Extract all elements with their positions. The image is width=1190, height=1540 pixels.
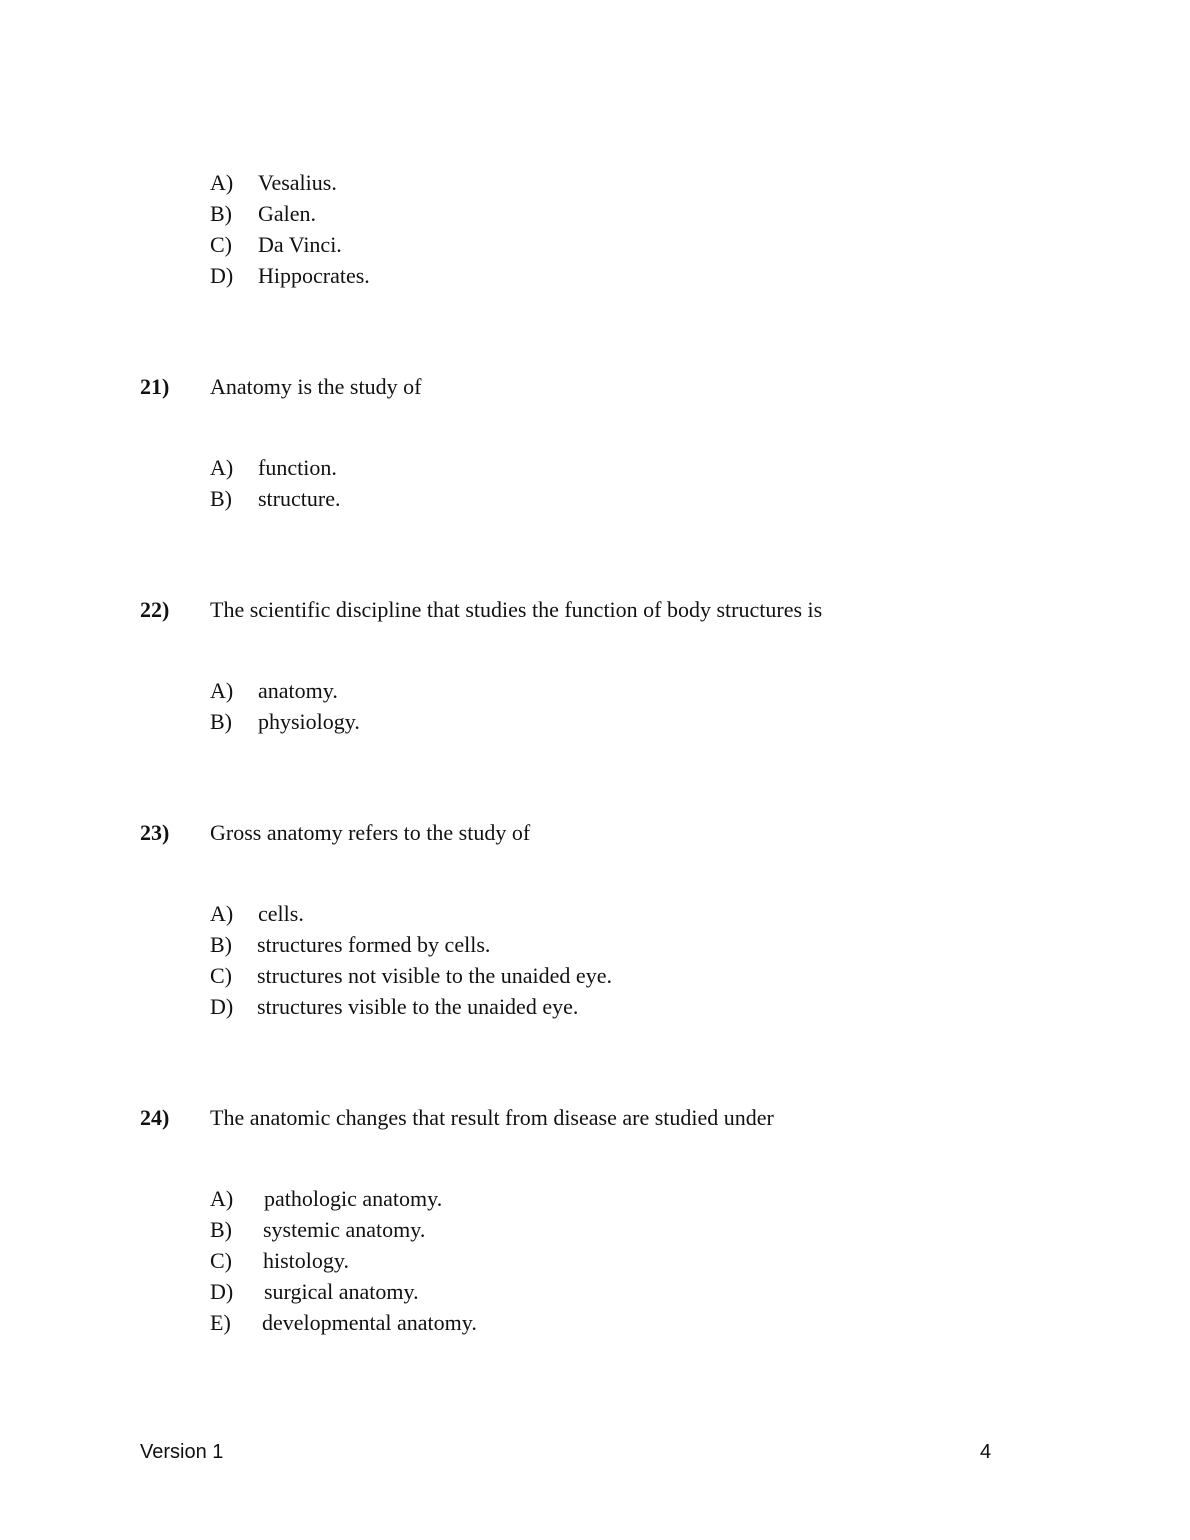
option-letter: C) — [210, 963, 232, 988]
option-text: systemic anatomy. — [263, 1217, 426, 1242]
option-letter: B) — [210, 486, 232, 511]
option-text: pathologic anatomy. — [264, 1186, 443, 1211]
option-text: physiology. — [258, 709, 360, 734]
option-row[interactable] — [210, 232, 342, 258]
option-text: Hippocrates. — [258, 263, 370, 288]
option-text: structures not visible to the unaided eye. — [257, 963, 612, 988]
option-text: anatomy. — [258, 678, 338, 703]
option-row[interactable] — [210, 263, 370, 289]
option-letter: A) — [210, 1186, 234, 1211]
option-row[interactable] — [210, 901, 304, 927]
option-letter: E) — [210, 1310, 231, 1335]
option-text: Vesalius. — [258, 170, 337, 195]
option-text: structures visible to the unaided eye. — [257, 994, 579, 1019]
option-row[interactable] — [210, 1186, 443, 1212]
question-number: 23) — [140, 820, 170, 845]
option-row[interactable] — [210, 455, 337, 481]
option-row[interactable] — [210, 709, 360, 735]
option-text: structure. — [258, 486, 341, 511]
option-row[interactable] — [210, 994, 579, 1020]
option-letter: C) — [210, 232, 232, 257]
option-letter: B) — [210, 932, 232, 957]
option-row[interactable] — [210, 678, 338, 704]
option-letter: A) — [210, 455, 234, 480]
option-row[interactable] — [210, 201, 317, 227]
question-number: 21) — [140, 374, 170, 399]
footer-version: Version 1 — [140, 1441, 224, 1463]
option-text: structures formed by cells. — [257, 932, 491, 957]
option-row[interactable] — [210, 486, 341, 512]
option-row[interactable] — [210, 932, 491, 958]
option-letter: A) — [210, 170, 234, 195]
option-row[interactable] — [210, 1217, 426, 1243]
option-text: cells. — [258, 901, 304, 926]
option-letter: B) — [210, 1217, 232, 1242]
option-letter: B) — [210, 201, 232, 226]
footer-page-number: 4 — [980, 1441, 992, 1463]
option-row[interactable] — [210, 170, 337, 196]
question-text: The scientific discipline that studies the function of body structures is — [210, 597, 823, 622]
question-number: 22) — [140, 597, 170, 622]
option-text: Da Vinci. — [258, 232, 342, 257]
question-text: Gross anatomy refers to the study of — [210, 820, 531, 845]
option-letter: A) — [210, 678, 234, 703]
option-row[interactable] — [210, 1279, 419, 1305]
option-letter: C) — [210, 1248, 232, 1273]
option-row[interactable] — [210, 963, 612, 989]
option-text: function. — [258, 455, 337, 480]
option-text: Galen. — [258, 201, 317, 226]
option-row[interactable] — [210, 1310, 477, 1336]
option-letter: B) — [210, 709, 232, 734]
option-text: histology. — [263, 1248, 349, 1273]
option-letter: D) — [210, 994, 234, 1019]
option-letter: D) — [210, 263, 234, 288]
option-letter: D) — [210, 1279, 234, 1304]
option-text: developmental anatomy. — [262, 1310, 477, 1335]
question-number: 24) — [140, 1105, 170, 1130]
option-row[interactable] — [210, 1248, 349, 1274]
question-text: The anatomic changes that result from disease are studied under — [210, 1105, 774, 1130]
question-text: Anatomy is the study of — [210, 374, 422, 399]
option-text: surgical anatomy. — [264, 1279, 419, 1304]
option-letter: A) — [210, 901, 234, 926]
